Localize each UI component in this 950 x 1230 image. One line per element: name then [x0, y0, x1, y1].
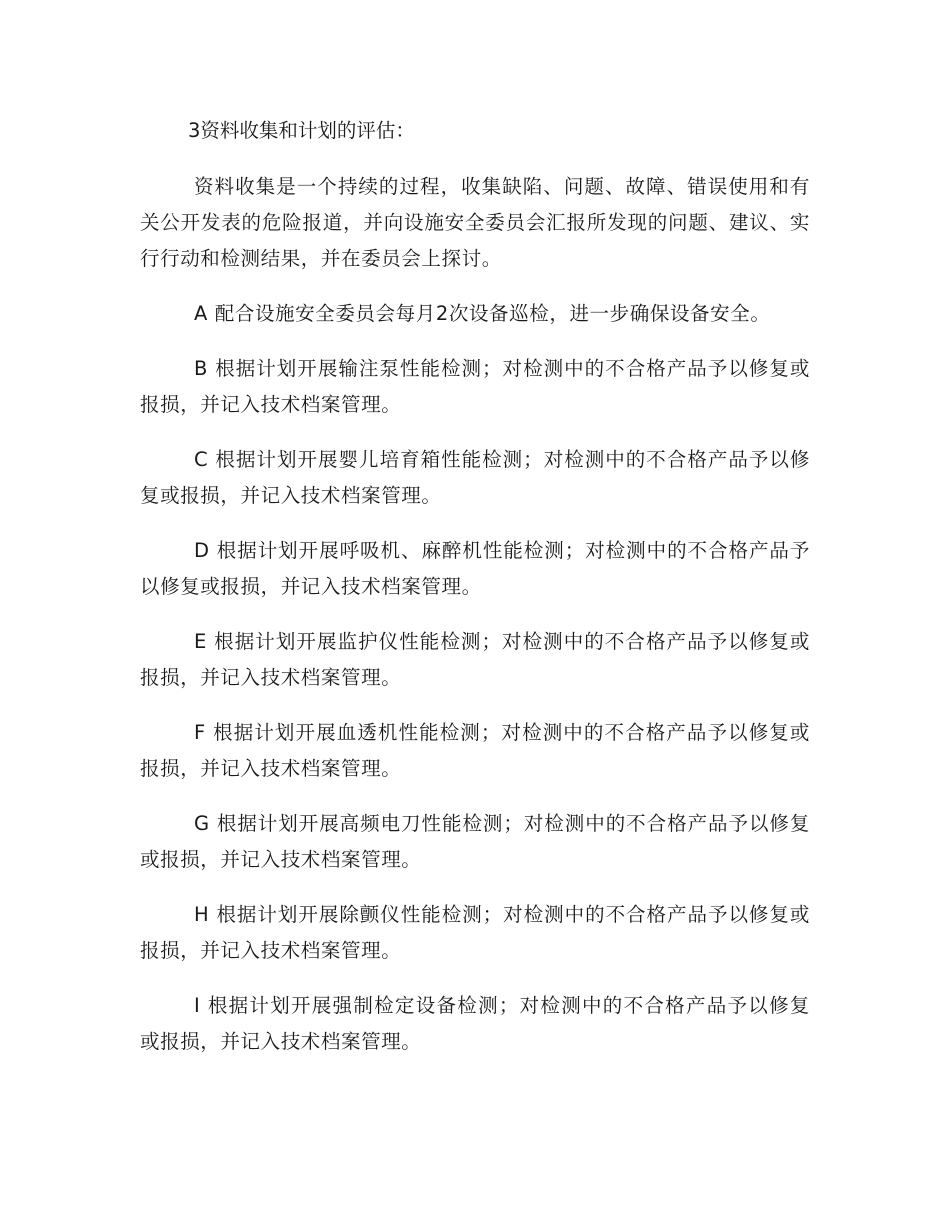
- item-paragraph-d: D 根据计划开展呼吸机、麻醉机性能检测；对检测中的不合格产品予以修复或报损，并记入技术档案管理。: [140, 539, 810, 598]
- intro-paragraph: 资料收集是一个持续的过程，收集缺陷、问题、故障、错误使用和有关公开发表的危险报道，并向设施安全委员会汇报所发现的问题、建议、实行行动和检测结果，并在委员会上探讨。: [140, 175, 810, 270]
- item-paragraph-f: F 根据计划开展血透机性能检测；对检测中的不合格产品予以修复或报损，并记入技术档案管理。: [140, 721, 810, 780]
- item-paragraph-a: A 配合设施安全委员会每月2次设备巡检，进一步确保设备安全。: [194, 302, 771, 325]
- section-heading: 3资料收集和计划的评估：: [188, 119, 415, 142]
- document-body: [140, 113, 810, 1079]
- item-paragraph-c: C 根据计划开展婴儿培育箱性能检测；对检测中的不合格产品予以修复或报损，并记入技术档案管理。: [140, 448, 810, 507]
- item-paragraph-b: B 根据计划开展输注泵性能检测；对检测中的不合格产品予以修复或报损，并记入技术档案管理。: [140, 357, 810, 416]
- item-paragraph-e: E 根据计划开展监护仪性能检测；对检测中的不合格产品予以修复或报损，并记入技术档案管理。: [140, 630, 810, 689]
- item-paragraph-i: I 根据计划开展强制检定设备检测；对检测中的不合格产品予以修复或报损，并记入技术档案管理。: [140, 994, 810, 1053]
- item-paragraph-g: G 根据计划开展高频电刀性能检测；对检测中的不合格产品予以修复或报损，并记入技术档案管理。: [140, 812, 810, 871]
- item-paragraph-h: H 根据计划开展除颤仪性能检测；对检测中的不合格产品予以修复或报损，并记入技术档案管理。: [140, 903, 810, 962]
